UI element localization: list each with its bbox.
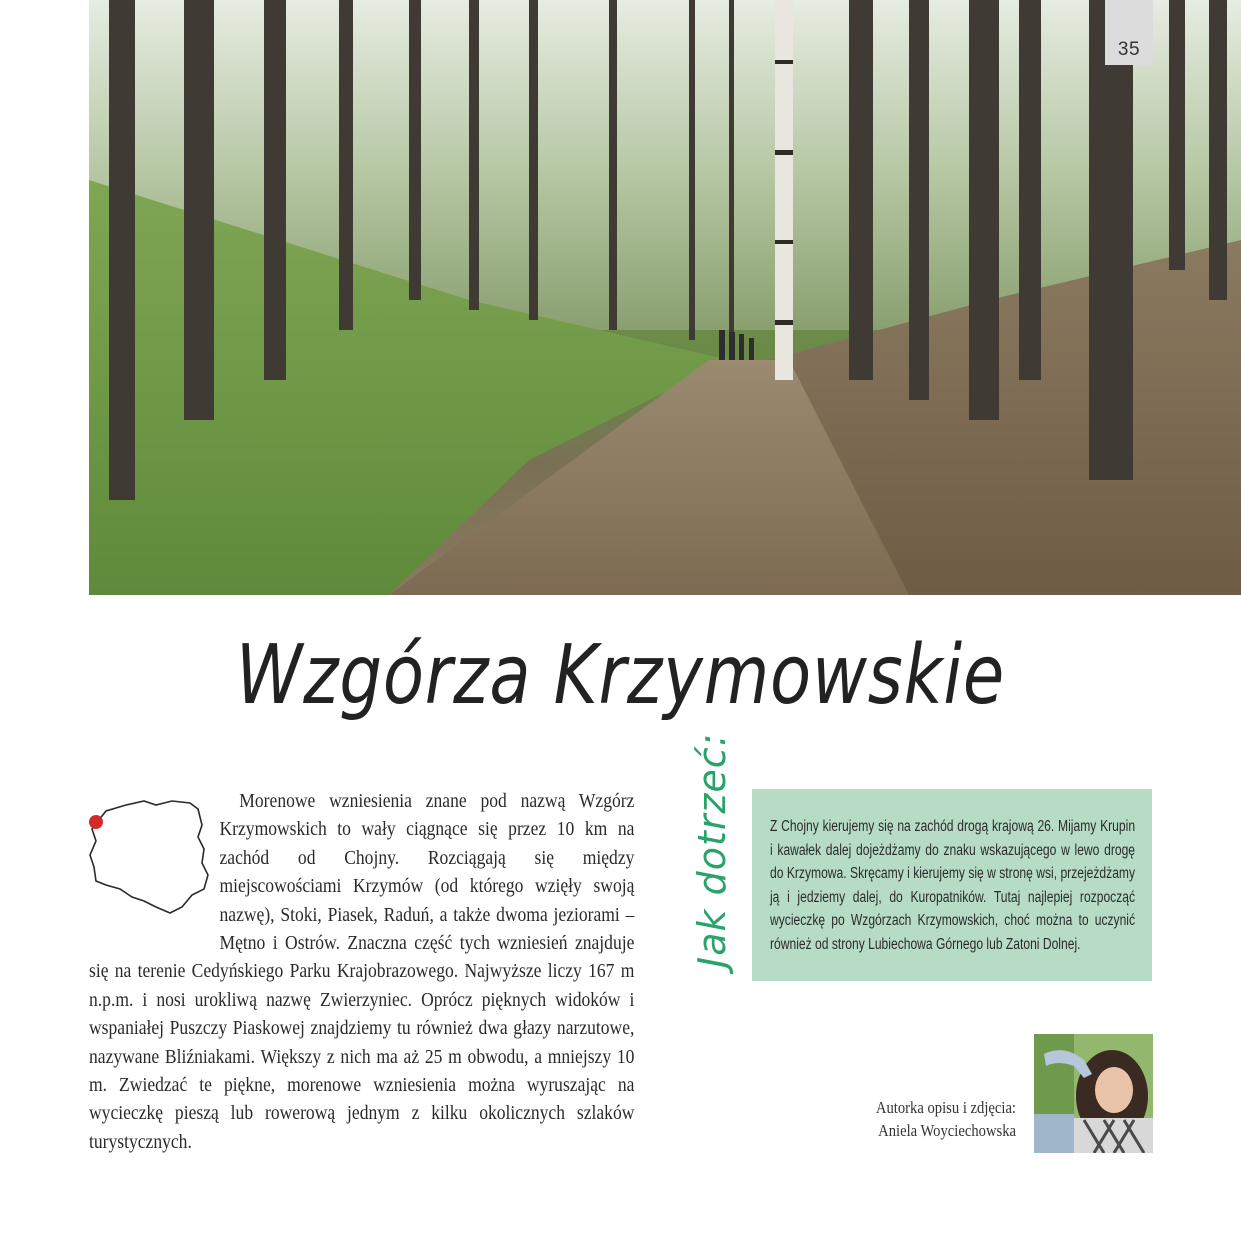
page-title: Wzgórza Krzymowskie — [235, 628, 1006, 723]
author-credit — [830, 1096, 1016, 1142]
forest-illustration — [89, 0, 1241, 595]
article-paragraph: Morenowe wzniesienia znane pod nazwą Wzgórz Krzymowskich to wały ciągnące się przez 10 km na zachód od Chojny. Rozciągają się między miejscowościami Krzymów (od którego wzięły swoją nazwę), Stoki, Piasek, Raduń, a także dwoma jeziorami – Mętno i Ostrów. Znaczna część tych wzniesień znajduje się na terenie Cedyńskiego Parku Krajobrazowego. Najwyższe liczy 167 m n.p.m. i nosi urokliwą nazwę Zwierzyniec. Oprócz pięknych widoków i wspaniałej Puszczy Piaskowej znajdziemy tu również dwa głazy narzutowe, nazywane Bliźniakami. Większy z nich ma aż 25 m obwodu, a mniejszy 10 m. Zwiedzać te piękne, morenowe wzniesienia można wyruszając na wycieczkę pieszą lub rowerową jednym z kilku okolicznych szlaków turystycznych. — [89, 791, 635, 1153]
hero-forest-photo — [89, 0, 1241, 595]
howto-text: Z Chojny kierujemy się na zachód drogą krajową 26. Mijamy Krupin i kawałek dalej dojeżdżamy do znaku wskazującego w lewo drogę do Krzymowa. Skręcamy i kierujemy się w stronę wsi, przejeżdżamy ją i jedziemy dalej, do Kuropatników. Tutaj najlepiej rozpocząć wycieczkę po Wzgórzach Krzymowskich, choć można to uczynić również od strony Lubiechowa Górnego lub Zatoni Dolnej. — [770, 818, 1136, 953]
article-body — [89, 788, 634, 1157]
page-number: 35 — [1105, 0, 1153, 65]
credit-label: Autorka opisu i zdjęcia: — [875, 1098, 1016, 1117]
howto-box — [752, 789, 1152, 981]
portrait-illustration — [1034, 1034, 1153, 1153]
author-portrait — [1034, 1034, 1153, 1153]
howto-label: Jak dotrzeć: — [690, 732, 734, 968]
credit-author: Aniela Woyciechowska — [878, 1121, 1016, 1140]
